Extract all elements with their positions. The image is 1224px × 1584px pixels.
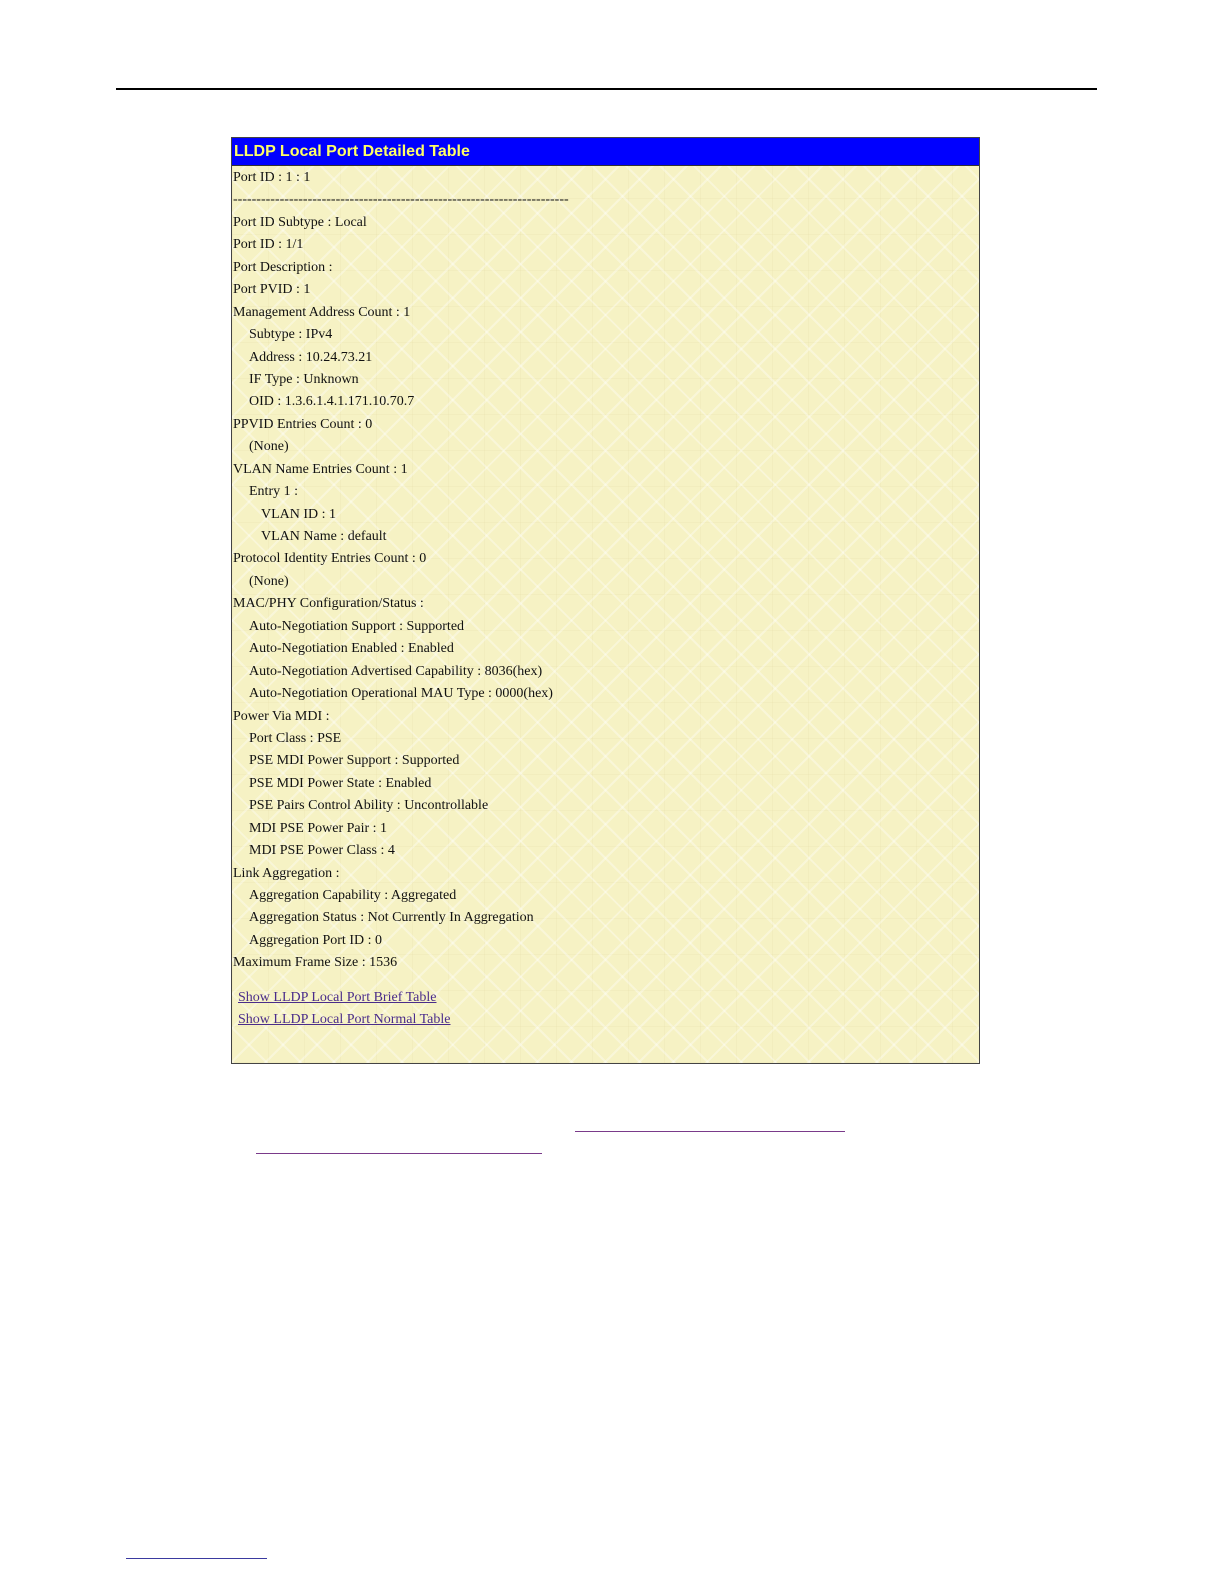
detail-line: Subtype : IPv4 bbox=[249, 327, 333, 343]
detail-line: Port Class : PSE bbox=[249, 730, 342, 746]
detail-line: Aggregation Status : Not Currently In Aggregation bbox=[249, 910, 534, 926]
detail-line: Port Description : bbox=[233, 259, 333, 275]
detail-line: Aggregation Capability : Aggregated bbox=[249, 888, 457, 903]
detail-line: Entry 1 : bbox=[249, 484, 298, 500]
detail-line: Auto-Negotiation Enabled : Enabled bbox=[249, 641, 454, 657]
detail-line: (None) bbox=[249, 573, 289, 589]
detail-line: VLAN ID : 1 bbox=[261, 506, 337, 522]
detail-line: Power Via MDI : bbox=[233, 708, 330, 724]
detail-line: PSE MDI Power State : Enabled bbox=[249, 775, 432, 791]
detail-line: Port ID : 1/1 bbox=[233, 237, 304, 253]
show-normal-table-link[interactable]: Show LLDP Local Port Normal Table bbox=[238, 1011, 451, 1027]
detail-line: VLAN Name Entries Count : 1 bbox=[233, 461, 408, 477]
panel-links bbox=[232, 987, 979, 1031]
detail-line: IF Type : Unknown bbox=[249, 371, 359, 387]
detail-list bbox=[232, 166, 979, 975]
detail-line: Auto-Negotiation Support : Supported bbox=[249, 618, 465, 634]
caption-link-underline-2[interactable] bbox=[256, 1153, 542, 1154]
detail-line: Link Aggregation : bbox=[233, 865, 340, 881]
panel-title: LLDP Local Port Detailed Table bbox=[232, 138, 979, 166]
detail-line: Aggregation Port ID : 0 bbox=[249, 932, 382, 948]
footer-link-underline[interactable] bbox=[126, 1558, 267, 1559]
detail-line: Protocol Identity Entries Count : 0 bbox=[233, 551, 427, 567]
detail-line: Maximum Frame Size : 1536 bbox=[233, 955, 398, 971]
detail-line: PPVID Entries Count : 0 bbox=[233, 416, 373, 432]
lldp-detail-panel bbox=[231, 137, 980, 1064]
detail-line: PSE Pairs Control Ability : Uncontrollable bbox=[249, 798, 489, 814]
detail-line: Port ID Subtype : Local bbox=[233, 214, 367, 230]
detail-line: VLAN Name : default bbox=[261, 529, 387, 544]
detail-line: MDI PSE Power Pair : 1 bbox=[249, 820, 388, 836]
show-brief-table-link[interactable]: Show LLDP Local Port Brief Table bbox=[238, 989, 437, 1005]
page-header-rule bbox=[116, 88, 1097, 90]
detail-line: OID : 1.3.6.1.4.1.171.10.70.7 bbox=[249, 394, 415, 410]
detail-line: Auto-Negotiation Operational MAU Type : 0000(hex) bbox=[249, 686, 553, 702]
caption-link-underline-1[interactable] bbox=[575, 1131, 845, 1132]
detail-line: PSE MDI Power Support : Supported bbox=[249, 753, 460, 769]
detail-line: Management Address Count : 1 bbox=[233, 304, 411, 320]
detail-line: MAC/PHY Configuration/Status : bbox=[233, 596, 424, 612]
detail-line: Port ID : 1 : 1 bbox=[233, 170, 311, 185]
detail-line: Auto-Negotiation Advertised Capability : 8036(hex) bbox=[249, 663, 543, 679]
detail-line: (None) bbox=[249, 439, 289, 455]
detail-line: Port PVID : 1 bbox=[233, 282, 311, 298]
detail-line: Address : 10.24.73.21 bbox=[249, 349, 373, 365]
detail-line: MDI PSE Power Class : 4 bbox=[249, 843, 395, 859]
separator-line: ------------------------------------------------------------------------ bbox=[233, 192, 569, 208]
